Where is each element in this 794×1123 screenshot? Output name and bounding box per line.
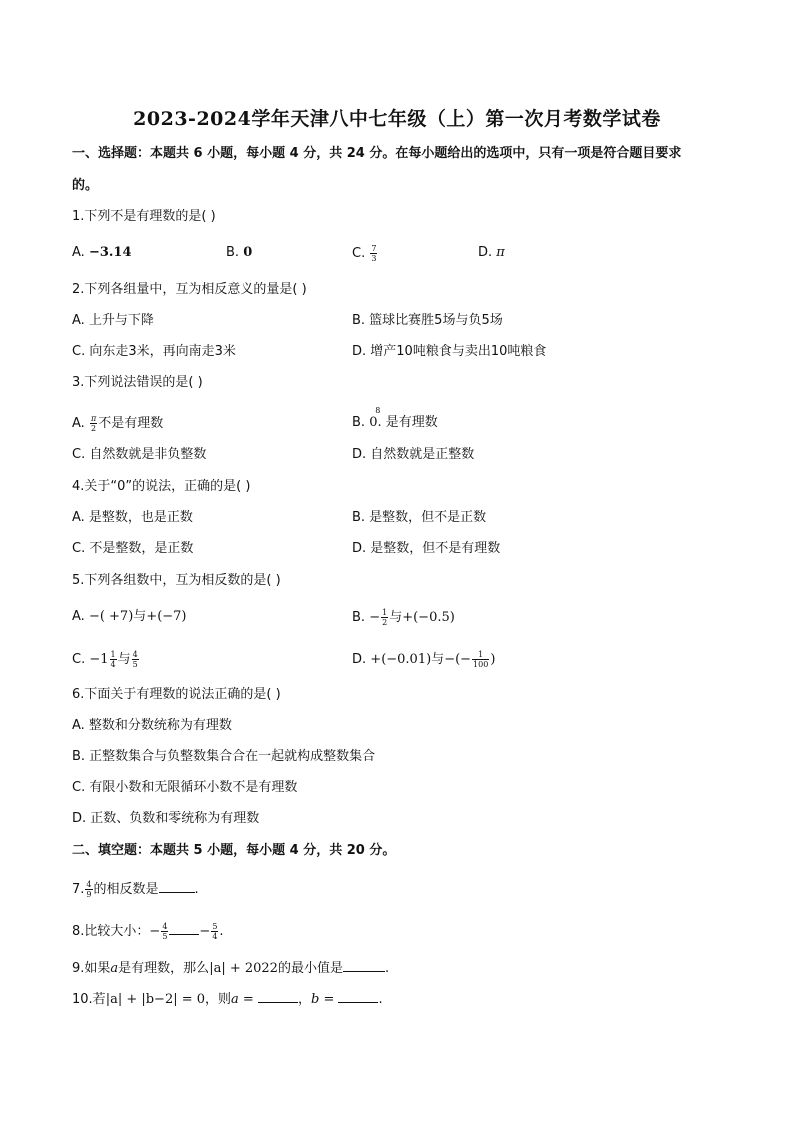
answer-blank[interactable] — [343, 957, 385, 972]
section1-heading-line2: 的。 — [72, 178, 99, 193]
q1-option-d[interactable]: D. π — [478, 245, 505, 260]
q4-option-d[interactable]: D. 是整数，但不是有理数 — [352, 541, 501, 556]
q4-stem: 4.关于“0”的说法，正确的是( ) — [72, 479, 251, 494]
section2-heading: 二、填空题：本题共 5 小题，每小题 4 分，共 20 分。 — [72, 843, 396, 858]
answer-blank[interactable] — [159, 878, 195, 893]
repeating-decimal: 0. 8 — [369, 406, 382, 430]
q3-stem: 3.下列说法错误的是( ) — [72, 375, 203, 390]
q5-option-c[interactable]: C. −1 $\frac{1}{4}$ 与 $\frac{4}{5}$ — [72, 650, 138, 669]
q6-option-d[interactable]: D. 正数、负数和零统称为有理数 — [72, 811, 260, 826]
q6-option-b[interactable]: B. 正整数集合与负整数集合合在一起就构成整数集合 — [72, 749, 376, 764]
q3-option-c[interactable]: C. 自然数就是非负整数 — [72, 447, 207, 462]
q6-option-a[interactable]: A. 整数和分数统称为有理数 — [72, 718, 232, 733]
q5-option-a[interactable]: A. −( +7)与+(−7) — [72, 609, 187, 624]
fraction: $\frac{5}{4}$ — [212, 922, 218, 941]
q4-option-c[interactable]: C. 不是整数，是正数 — [72, 541, 194, 556]
q3-option-d[interactable]: D. 自然数就是正整数 — [352, 447, 475, 462]
q3-option-b[interactable]: B. 0. 8 是有理数 — [352, 406, 438, 430]
q4-option-a[interactable]: A. 是整数，也是正数 — [72, 510, 193, 525]
q1-option-c[interactable]: C. $\frac{7}{3}$ — [352, 244, 377, 263]
q1-stem: 1.下列不是有理数的是( ) — [72, 209, 216, 224]
q6-stem: 6.下面关于有理数的说法正确的是( ) — [72, 687, 281, 702]
fraction: $\frac{1}{2}$ — [382, 608, 388, 627]
fraction: $\frac{4}{5}$ — [132, 650, 138, 669]
answer-blank-b[interactable] — [338, 988, 378, 1003]
q5-stem: 5.下列各组数中，互为相反数的是( ) — [72, 573, 281, 588]
fraction: $\frac{7}{3}$ — [371, 244, 377, 263]
fraction: $\frac{4}{9}$ — [86, 880, 92, 899]
fraction: $\frac{\pi}{2}$ — [90, 414, 97, 433]
q2-option-c[interactable]: C. 向东走3米，再向南走3米 — [72, 344, 236, 359]
q2-option-d[interactable]: D. 增产10吨粮食与卖出10吨粮食 — [352, 344, 547, 359]
q5-option-d[interactable]: D. +(−0.01)与−(− $\frac{1}{100}$ ) — [352, 650, 496, 669]
q3-option-a[interactable]: A. $\frac{\pi}{2}$ 不是有理数 — [72, 414, 164, 433]
answer-blank-a[interactable] — [258, 988, 298, 1003]
q7: 7. $\frac{4}{9}$ 的相反数是 . — [72, 880, 199, 899]
q1-option-a[interactable]: A. −3.14 — [72, 245, 132, 260]
q2-stem: 2.下列各组量中，互为相反意义的量是( ) — [72, 282, 307, 297]
q2-option-a[interactable]: A. 上升与下降 — [72, 313, 154, 328]
fraction: $\frac{4}{5}$ — [162, 922, 168, 941]
page-title: 2023-2024学年天津八中七年级（上）第一次月考数学试卷 — [133, 108, 661, 130]
answer-blank[interactable] — [169, 920, 199, 935]
q2-option-b[interactable]: B. 篮球比赛胜5场与负5场 — [352, 313, 503, 328]
q1-option-b[interactable]: B. 0 — [226, 245, 253, 260]
fraction: $\frac{1}{100}$ — [473, 650, 489, 669]
q9: 9.如果a是有理数，那么|a| + 2022的最小值是 . — [72, 957, 389, 978]
q10: 10.若|a| + |b−2| = 0，则a = ，b = . — [72, 988, 383, 1009]
q6-option-c[interactable]: C. 有限小数和无限循环小数不是有理数 — [72, 780, 298, 795]
fraction: $\frac{1}{4}$ — [110, 650, 116, 669]
section1-heading-line1: 一、选择题：本题共 6 小题，每小题 4 分，共 24 分。在每小题给出的选项中，只有一项是符合题目要求 — [72, 146, 682, 161]
q5-option-b[interactable]: B. − $\frac{1}{2}$ 与+(−0.5) — [352, 608, 455, 627]
q4-option-b[interactable]: B. 是整数，但不是正数 — [352, 510, 487, 525]
q8: 8.比较大小：− $\frac{4}{5}$ − $\frac{5}{4}$ . — [72, 922, 224, 941]
